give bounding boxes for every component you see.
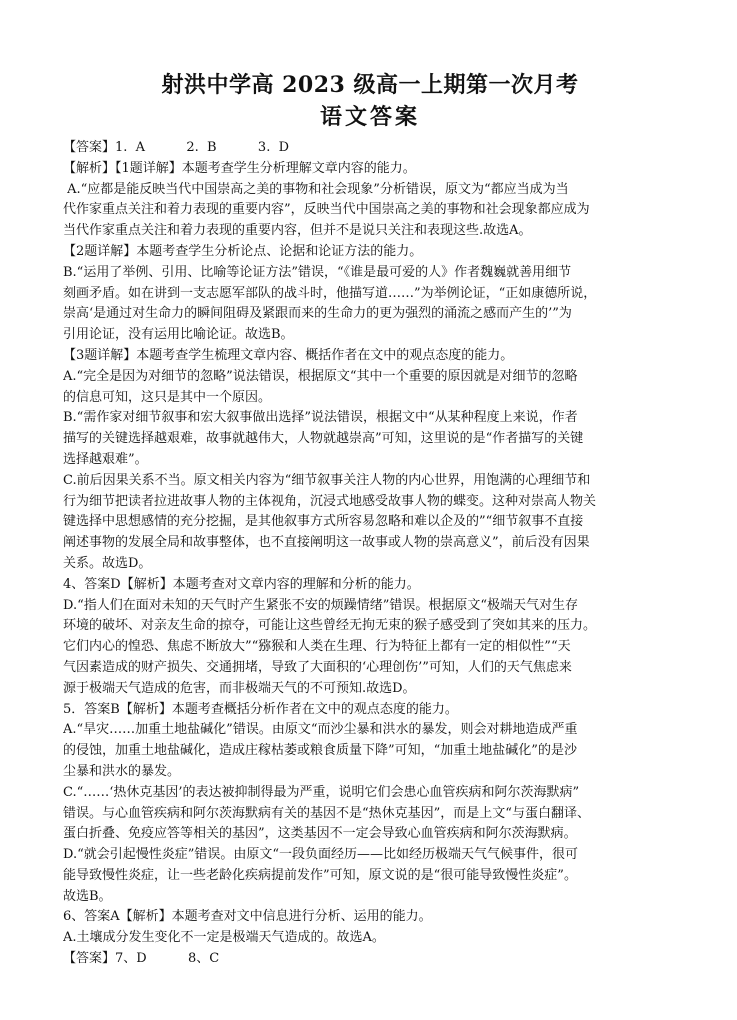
text-line: 阐述事物的发展全局和故事整体，也不直接阐明这一故事或人物的崇高意义”，前后没有因果: [63, 535, 590, 551]
text-line: D.“指人们在面对未知的天气时产生紧张不安的烦躁情绪”错误。根据原文“极端天气对生存: [63, 597, 579, 613]
text-line: 刻画矛盾。如在讲到一支志愿军部队的战斗时，他描写道……”为举例论证，“正如康德所说，: [63, 285, 597, 301]
text-line: B.“运用了举例、引用、比喻等论证方法”错误，“《谁是最可爱的人》作者魏巍就善用细节: [63, 264, 572, 280]
text-line: 引用论证，没有运用比喻论证。故选B。: [63, 327, 294, 343]
text-line: 5．答案B【解析】本题考查概括分析作者在文中的观点态度的能力。: [63, 701, 458, 717]
text-line: 4、答案D【解析】本题考查对文章内容的理解和分析的能力。: [63, 576, 420, 592]
text-line: 尘暴和洪水的暴发。: [63, 763, 181, 779]
text-line: 环境的破坏、对亲友生命的掠夺，可能让这些曾经无拘无束的猴子感受到了突如其来的压力。: [63, 618, 597, 634]
text-line: 的信息可知，这只是其中一个原因。: [63, 389, 272, 405]
text-line: A.“应都是能反映当代中国崇高之美的事物和社会现象”分析错误，原文为“都应当成为当: [63, 181, 569, 197]
text-line: C.“……‘热休克基因’的表达被抑制得最为严重，说明它们会患心血管疾病和阿尔茨海默病”: [63, 784, 580, 800]
text-line: 描写的关键选择越艰难，故事就越伟大，人物就越崇高”可知，这里说的是“作者描写的关键: [63, 431, 584, 447]
text-line: 关系。故选D。: [63, 555, 152, 571]
text-line: 【答案】1. A 2. B 3. D: [63, 140, 290, 155]
text-line: 能导致慢性炎症，让一些老龄化疾病提前发作”可知，原文说的是“很可能导致慢性炎症”。: [63, 867, 577, 883]
text-line: 故选B。: [63, 888, 112, 904]
answer-content: [63, 138, 677, 970]
text-line: 气因素造成的财产损失、交通拥堵，导致了大面积的‘心理创伤’”可知，人们的天气焦虑来: [63, 659, 572, 675]
text-line: A.土壤成分发生变化不一定是极端天气造成的。故选A。: [63, 930, 385, 946]
text-line: A.“完全是因为对细节的忽略”说法错误，根据原文“其中一个重要的原因就是对细节的忽略: [63, 368, 578, 384]
text-line: 蛋白折叠、免疫应答等相关的基因”，这类基因不一定会导致心血管疾病和阿尔茨海默病。: [63, 826, 577, 842]
document-title: 射洪中学高 2023 级高一上期第一次月考: [161, 72, 579, 98]
text-line: 它们内心的惶恐、焦虑不断放大”“猕猴和人类在生理、行为特征上都有一定的相似性”“天: [63, 639, 571, 655]
text-line: 源于极端天气造成的危害，而非极端天气的不可预知.故选D。: [63, 680, 416, 696]
text-line: 崇高‘是通过对生命力的瞬间阻碍及紧跟而来的生命力的更为强烈的涌流之感而产生的’”为: [63, 306, 572, 322]
text-line: 【2题详解】本题考查学生分析论点、论据和论证方法的能力。: [63, 243, 423, 259]
text-line: 【答案】7、D 8、C: [63, 951, 220, 967]
text-line: 代作家重点关注和着力表现的重要内容”，反映当代中国崇高之美的事物和社会现象都应成为: [63, 202, 590, 218]
text-line: D.“就会引起慢性炎症”错误。由原文“一段负面经历——比如经历极端天气气候事件，很可: [63, 847, 579, 863]
text-line: 【解析】【1题详解】本题考查学生分析理解文章内容的能力。: [63, 160, 416, 176]
document-subtitle: 语文答案: [319, 104, 420, 130]
text-line: C.前后因果关系不当。原文相关内容为“细节叙事关注人物的内心世界，用饱满的心理细节和: [63, 472, 591, 488]
text-line: 行为细节把读者拉进故事人物的主体视角，沉浸式地感受故事人物的蝶变。这种对崇高人物关: [63, 493, 597, 509]
text-line: 【3题详解】本题考查学生梳理文章内容、概括作者在文中的观点态度的能力。: [63, 347, 514, 363]
text-line: B.“需作家对细节叙事和宏大叙事做出选择”说法错误，根据文中“从某种程度上来说，作者: [63, 410, 578, 426]
text-line: 键选择中思想感情的充分挖掘，是其他叙事方式所容易忽略和难以企及的”“细节叙事不直接: [63, 514, 584, 530]
text-line: 错误。与心血管疾病和阿尔茨海默病有关的基因不是“热休克基因”，而是上文“与蛋白翻译、: [63, 805, 590, 821]
text-line: 的侵蚀，加重土地盐碱化，造成庄稼枯萎或粮食质量下降”可知，“加重土地盐碱化”的是沙: [63, 743, 577, 759]
text-line: 6、答案A【解析】本题考查对文中信息进行分析、运用的能力。: [63, 909, 432, 925]
text-line: 选择越艰难”。: [63, 451, 148, 467]
text-line: A.“旱灾……加重土地盐碱化”错误。由原文“而沙尘暴和洪水的暴发，则会对耕地造成严重: [63, 722, 578, 738]
text-line: 当代作家重点关注和着力表现的重要内容，但并不是说只关注和表现这些.故选A。: [63, 223, 532, 239]
